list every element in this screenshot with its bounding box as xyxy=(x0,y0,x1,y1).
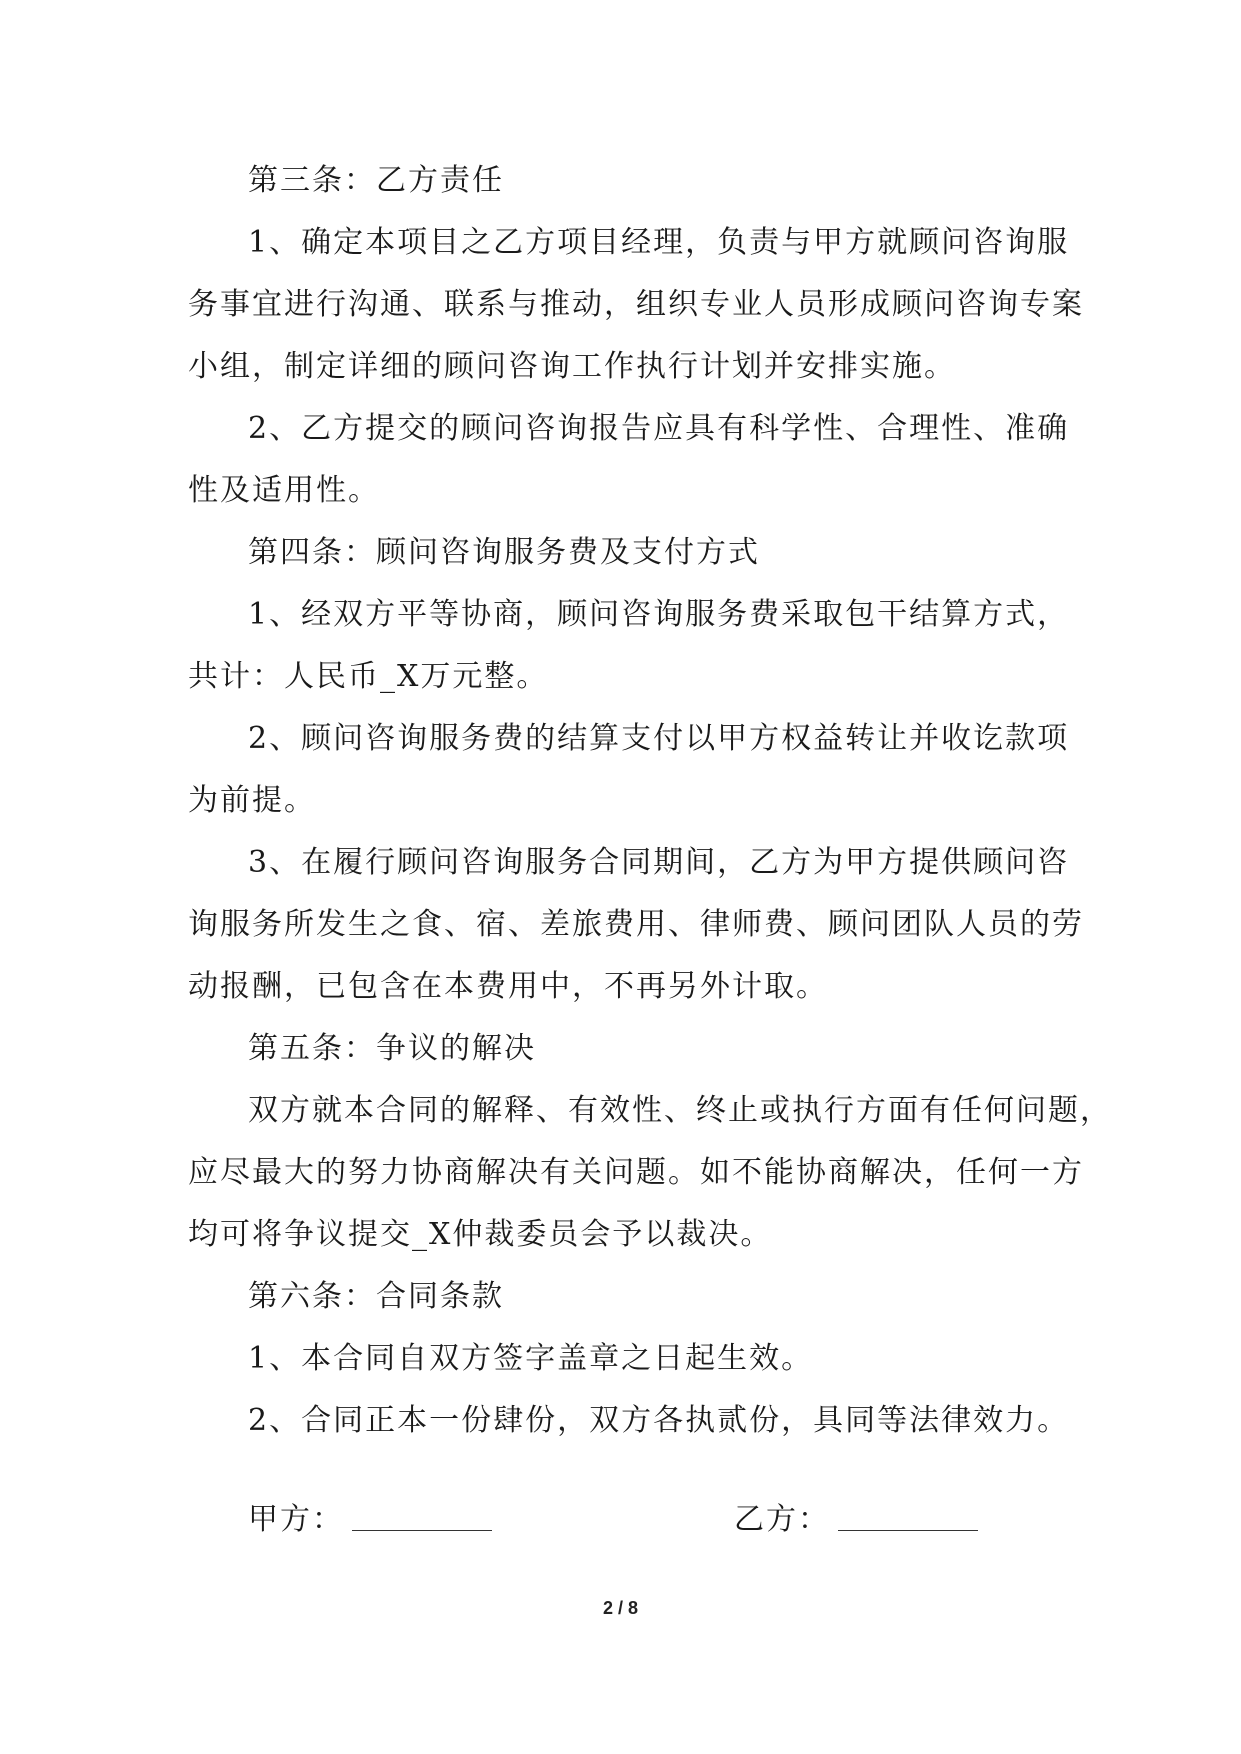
paragraph-line: 双方就本合同的解释、有效性、终止或执行方面有任何问题， xyxy=(248,1093,1112,1128)
paragraph-line: 2、乙方提交的顾问咨询报告应具有科学性、合理性、准确 xyxy=(248,411,1070,446)
paragraph-line: 3、在履行顾问咨询服务合同期间，乙方为甲方提供顾问咨 xyxy=(248,845,1070,880)
clause-heading-6: 第六条：合同条款 xyxy=(248,1279,504,1314)
paragraph-line: 1、确定本项目之乙方项目经理，负责与甲方就顾问咨询服 xyxy=(248,225,1070,260)
paragraph-line: 1、经双方平等协商，顾问咨询服务费采取包干结算方式， xyxy=(248,597,1070,632)
paragraph-line: 务事宜进行沟通、联系与推动，组织专业人员形成顾问咨询专案 xyxy=(188,287,1084,322)
paragraph-line: 共计：人民币_X万元整。 xyxy=(188,659,549,694)
document-body xyxy=(188,150,1112,1452)
paragraph-line: 2、顾问咨询服务费的结算支付以甲方权益转让并收讫款项 xyxy=(248,721,1070,756)
clause-heading-3: 第三条：乙方责任 xyxy=(248,163,504,198)
paragraph-line: 性及适用性。 xyxy=(188,473,380,508)
paragraph-line: 动报酬，已包含在本费用中，不再另外计取。 xyxy=(188,969,828,1004)
paragraph-line: 小组，制定详细的顾问咨询工作执行计划并安排实施。 xyxy=(188,349,956,384)
party-a-signature xyxy=(248,1500,492,1540)
paragraph-line: 应尽最大的努力协商解决有关问题。如不能协商解决，任何一方 xyxy=(188,1155,1084,1190)
party-b-signature-blank[interactable] xyxy=(838,1504,978,1531)
party-b-label: 乙方： xyxy=(734,1502,830,1537)
paragraph-line: 1、本合同自双方签字盖章之日起生效。 xyxy=(248,1341,814,1376)
page-number: 2 / 8 xyxy=(602,1598,639,1618)
party-b-signature xyxy=(734,1500,978,1540)
paragraph-line: 为前提。 xyxy=(188,783,316,818)
clause-heading-4: 第四条：顾问咨询服务费及支付方式 xyxy=(248,535,760,570)
clause-heading-5: 第五条：争议的解决 xyxy=(248,1031,536,1066)
paragraph-line: 2、合同正本一份肆份，双方各执贰份，具同等法律效力。 xyxy=(248,1403,1070,1438)
paragraph-line: 均可将争议提交_X仲裁委员会予以裁决。 xyxy=(188,1217,773,1252)
party-a-label: 甲方： xyxy=(248,1502,344,1537)
paragraph-line: 询服务所发生之食、宿、差旅费用、律师费、顾问团队人员的劳 xyxy=(188,907,1084,942)
party-a-signature-blank[interactable] xyxy=(352,1504,492,1531)
